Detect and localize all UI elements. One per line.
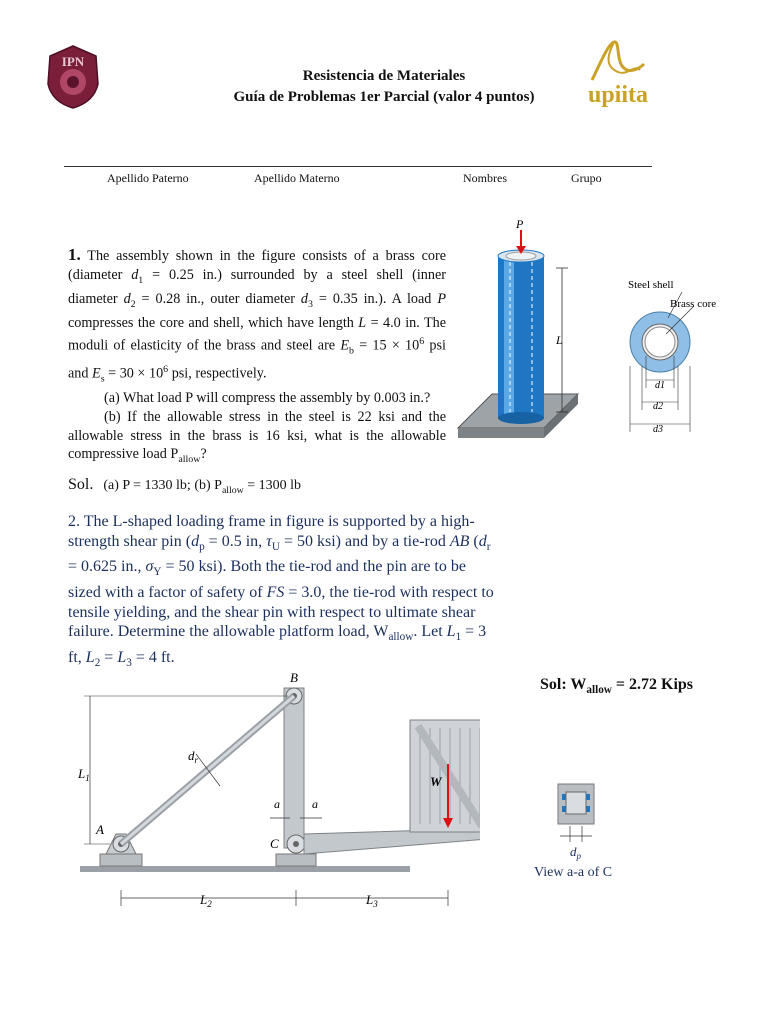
svg-text:IPN: IPN bbox=[61, 54, 85, 69]
label-b: B bbox=[290, 670, 298, 685]
label-a: A bbox=[96, 822, 104, 837]
upiita-logo-text: upiita bbox=[587, 82, 649, 108]
label-w: W bbox=[430, 774, 442, 789]
field-apellido-materno: Apellido Materno bbox=[254, 171, 340, 185]
problem-2-solution: Sol: $W_{allow} = 2.72$ Kips bbox=[540, 676, 694, 697]
label-d1: d1 bbox=[655, 380, 665, 391]
problem-1-figure bbox=[454, 216, 754, 456]
problem-1-text: 1. The assembly shown in the figure consists of a brass core (diameter $d_1 = 0.25$ in.) surrounded by a steel shell (inner diameter $d_2 = 0.28$ in., outer diameter $d_3 = 0.35$ in.). A load P compresses the core and shell, which have length L = 4.0 in. The moduli of elasticity of the brass and steel are $E_b = 15 \times 10^6$ psi and $E_s = 30 \times 10^6$ psi, respectively. (a) What load P will compress the assembly by 0.003 in.? (b) If the allowable stress in the steel is 22 ksi and the allowable stress in the brass is 16 ksi, what is the allowable compressive load $P_{allow}$? bbox=[68, 246, 446, 470]
label-length-l: L bbox=[556, 333, 563, 347]
label-view-aa: View a-a of C bbox=[534, 865, 613, 880]
problem-2-text: 2. The L-shaped loading frame in figure is supported by a high-strength shear pin ($d_p = 0.5$ in, $\tau_U = 50$ ksi) and by a tie-rod AB ($d_r = 0.625$ in., $\sigma_Y = 50$ ksi). Both the tie-rod and the pin are to be sized with a factor of safety of FS = 3.0, the tie-rod with respect to tensile yielding, and the shear pin with respect to ultimate shear failure. Determine the allowable platform load, $W_{allow}$. Let $L_1 = 3$ ft, $L_2 = L_3 = 4$ ft. bbox=[68, 513, 494, 670]
label-brass-core: Brass core bbox=[670, 298, 717, 310]
document-subtitle: Guía de Problemas 1er Parcial (valor 4 puntos) bbox=[233, 89, 535, 105]
label-section-a-left: a bbox=[274, 797, 280, 811]
problem-1-solution: Sol. (a) P = 1330 lb; (b) $P_{allow} = 1300$ lb bbox=[68, 476, 301, 496]
label-dp: $d_p$ bbox=[570, 844, 581, 861]
label-d3: d3 bbox=[653, 424, 663, 435]
problem-1-part-b: (b) If the allowable stress in the steel is 22 ksi and the allowable stress in the brass is 16 ksi, what is the allowable compressive load $P_{allow}$? bbox=[68, 408, 446, 465]
upiita-logo bbox=[578, 36, 658, 108]
label-c: C bbox=[270, 836, 279, 851]
label-section-a-right: a bbox=[312, 797, 318, 811]
document-title: Resistencia de Materiales bbox=[302, 68, 466, 84]
field-nombres: Nombres bbox=[463, 171, 507, 185]
label-load-p: P bbox=[516, 217, 524, 231]
label-steel-shell: Steel shell bbox=[628, 279, 674, 291]
problem-2-figure bbox=[60, 668, 480, 924]
label-d2: d2 bbox=[653, 401, 663, 412]
field-apellido-paterno: Apellido Paterno bbox=[107, 171, 189, 185]
name-line bbox=[64, 166, 652, 167]
field-grupo: Grupo bbox=[571, 171, 602, 185]
label-l3: $L_3$ bbox=[366, 892, 378, 909]
problem-1-part-a: (a) What load P will compress the assembly by 0.003 in.? bbox=[104, 390, 431, 407]
label-l1: $L_1$ bbox=[78, 766, 90, 783]
problem-1-number: 1. bbox=[68, 245, 81, 264]
view-aa-figure bbox=[530, 780, 650, 884]
label-dr: $d_r$ bbox=[188, 748, 199, 765]
label-l2: $L_2$ bbox=[200, 892, 212, 909]
